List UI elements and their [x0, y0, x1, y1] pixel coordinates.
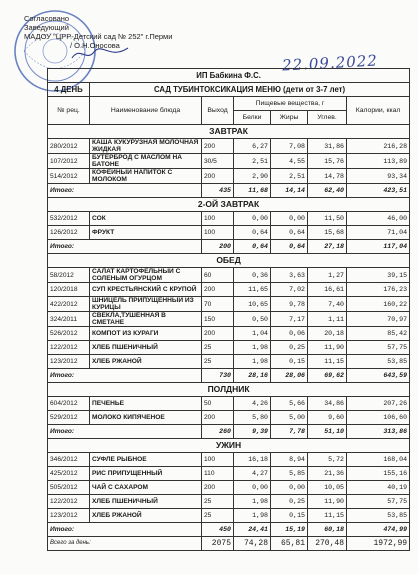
kcal-value: 46,00 [347, 212, 410, 226]
recipe-number: 324/2011 [48, 312, 90, 327]
col-nutrients-header: Пищевые вещества, г [234, 97, 347, 111]
table-row [48, 327, 410, 341]
dish-name: КОМПОТ ИЗ КУРАГИ [90, 327, 202, 341]
recipe-number: 604/2012 [48, 397, 90, 411]
recipe-number: 422/2012 [48, 297, 90, 312]
fat-value: 0,15 [271, 355, 308, 369]
carb-value: 21,36 [308, 467, 347, 481]
dish-yield: 25 [202, 355, 234, 369]
total-fat: 7,78 [271, 425, 308, 439]
dish-yield: 200 [202, 139, 234, 154]
fat-value: 0,15 [271, 509, 308, 523]
fat-value: 5,85 [271, 467, 308, 481]
total-yield: 260 [202, 425, 234, 439]
table-row [48, 312, 410, 327]
carb-value: 31,86 [308, 139, 347, 154]
col-carb-header: Углев. [308, 111, 347, 125]
dish-name: РИС ПРИПУЩЕННЫЙ [90, 467, 202, 481]
protein-value: 2,51 [234, 154, 271, 169]
table-row [48, 453, 410, 467]
dish-yield: 30/5 [202, 154, 234, 169]
dish-name: КАША КУКУРУЗНАЯ МОЛОЧНАЯ ЖИДКАЯ [90, 139, 202, 154]
kcal-value: 40,19 [347, 481, 410, 495]
dish-name: ХЛЕБ РЖАНОЙ [90, 355, 202, 369]
table-row [48, 481, 410, 495]
total-label: Итого: [48, 523, 202, 537]
kcal-value: 168,04 [347, 453, 410, 467]
kcal-value: 176,23 [347, 283, 410, 297]
carb-value: 5,72 [308, 453, 347, 467]
carb-value: 10,05 [308, 481, 347, 495]
fat-value: 0,00 [271, 481, 308, 495]
protein-value: 1,98 [234, 509, 271, 523]
table-row [48, 297, 410, 312]
dish-name: СОК [90, 212, 202, 226]
kcal-value: 39,15 [347, 268, 410, 283]
recipe-number: 107/2012 [48, 154, 90, 169]
kcal-value: 160,22 [347, 297, 410, 312]
dish-yield: 100 [202, 212, 234, 226]
protein-value: 0,50 [234, 312, 271, 327]
protein-value: 0,00 [234, 212, 271, 226]
dish-yield: 25 [202, 341, 234, 355]
meal-section-header [48, 198, 410, 212]
dish-yield: 110 [202, 467, 234, 481]
day-label: 4 ДЕНЬ [48, 83, 90, 97]
dish-name: ФРУКТ [90, 226, 202, 240]
meal-section-header [48, 125, 410, 139]
col-recipe-header: № рец. [48, 97, 90, 125]
recipe-number: 526/2012 [48, 327, 90, 341]
dish-name: ПЕЧЕНЬЕ [90, 397, 202, 411]
meal-section-title: ПОЛДНИК [48, 383, 410, 397]
grand-total-yield: 2075 [202, 537, 234, 551]
meal-section-header [48, 383, 410, 397]
recipe-number: 123/2012 [48, 355, 90, 369]
meal-section-title: УЖИН [48, 439, 410, 453]
recipe-number: 346/2012 [48, 453, 90, 467]
recipe-number: 532/2012 [48, 212, 90, 226]
total-label: Итого: [48, 184, 202, 198]
kcal-value: 71,04 [347, 226, 410, 240]
dish-name: СУП КРЕСТЬЯНСКИЙ С КРУПОЙ [90, 283, 202, 297]
total-yield: 435 [202, 184, 234, 198]
fat-value: 8,94 [271, 453, 308, 467]
recipe-number: 123/2012 [48, 509, 90, 523]
carb-value: 15,68 [308, 226, 347, 240]
dish-yield: 25 [202, 495, 234, 509]
protein-value: 0,64 [234, 226, 271, 240]
kcal-value: 113,89 [347, 154, 410, 169]
carb-value: 9,60 [308, 411, 347, 425]
dish-yield: 200 [202, 481, 234, 495]
recipe-number: 505/2012 [48, 481, 90, 495]
protein-value: 1,04 [234, 327, 271, 341]
table-row [48, 226, 410, 240]
protein-value: 6,27 [234, 139, 271, 154]
fat-value: 7,17 [271, 312, 308, 327]
recipe-number: 58/2012 [48, 268, 90, 283]
carb-value: 16,61 [308, 283, 347, 297]
fat-value: 2,51 [271, 169, 308, 184]
kcal-value: 155,16 [347, 467, 410, 481]
kcal-value: 70,97 [347, 312, 410, 327]
fat-value: 7,08 [271, 139, 308, 154]
total-kcal: 643,59 [347, 369, 410, 383]
carb-value: 11,15 [308, 355, 347, 369]
dish-yield: 60 [202, 268, 234, 283]
dish-yield: 70 [202, 297, 234, 312]
table-row [48, 411, 410, 425]
table-row [48, 139, 410, 154]
total-carb: 27,18 [308, 240, 347, 254]
protein-value: 0,36 [234, 268, 271, 283]
grand-total-kcal: 1972,99 [347, 537, 410, 551]
kcal-value: 85,42 [347, 327, 410, 341]
dish-name: СВЕКЛА,ТУШЕННАЯ В СМЕТАНЕ [90, 312, 202, 327]
grand-total-fat: 65,81 [271, 537, 308, 551]
total-yield: 200 [202, 240, 234, 254]
total-fat: 15,19 [271, 523, 308, 537]
col-protein-header: Белки [234, 111, 271, 125]
meal-section-title: 2-ОЙ ЗАВТРАК [48, 198, 410, 212]
table-row [48, 509, 410, 523]
dish-yield: 50 [202, 397, 234, 411]
col-dish-header: Наименование блюда [90, 97, 202, 125]
protein-value: 0,00 [234, 481, 271, 495]
recipe-number: 514/2012 [48, 169, 90, 184]
total-fat: 14,14 [271, 184, 308, 198]
dish-name: СУФЛЕ РЫБНОЕ [90, 453, 202, 467]
fat-value: 4,55 [271, 154, 308, 169]
grand-total-carb: 270,48 [308, 537, 347, 551]
kcal-value: 106,60 [347, 411, 410, 425]
dish-yield: 150 [202, 312, 234, 327]
dish-name: САЛАТ КАРТОФЕЛЬНЫЙ С СОЛЕНЫМ ОГУРЦОМ [90, 268, 202, 283]
section-total-row [48, 184, 410, 198]
total-fat: 28,06 [271, 369, 308, 383]
total-carb: 60,18 [308, 523, 347, 537]
total-kcal: 117,04 [347, 240, 410, 254]
fat-value: 0,25 [271, 495, 308, 509]
carb-value: 14,78 [308, 169, 347, 184]
protein-value: 4,26 [234, 397, 271, 411]
col-fat-header: Жиры [271, 111, 308, 125]
total-kcal: 313,86 [347, 425, 410, 439]
total-protein: 9,39 [234, 425, 271, 439]
dish-name: ШНИЦЕЛЬ ПРИПУЩЕННЫЙ ИЗ КУРИЦЫ [90, 297, 202, 312]
recipe-number: 126/2012 [48, 226, 90, 240]
protein-value: 5,80 [234, 411, 271, 425]
carb-value: 11,15 [308, 509, 347, 523]
protein-value: 1,98 [234, 341, 271, 355]
fat-value: 5,00 [271, 411, 308, 425]
dish-yield: 200 [202, 327, 234, 341]
protein-value: 1,98 [234, 495, 271, 509]
total-protein: 28,16 [234, 369, 271, 383]
table-row [48, 283, 410, 297]
carb-value: 34,86 [308, 397, 347, 411]
total-label: Итого: [48, 240, 202, 254]
col-kcal-header: Калории, ккал [347, 97, 410, 125]
meal-section-title: ОБЕД [48, 254, 410, 268]
menu-title: САД ТУБИНТОКСИКАЦИЯ МЕНЮ (дети от 3-7 лет) [90, 83, 410, 97]
protein-value: 2,90 [234, 169, 271, 184]
table-row [48, 355, 410, 369]
meal-section-header [48, 439, 410, 453]
dish-name: ЧАЙ С САХАРОМ [90, 481, 202, 495]
carb-value: 11,50 [308, 212, 347, 226]
dish-name: МОЛОКО КИПЯЧЕНОЕ [90, 411, 202, 425]
handwritten-date: 22.09.2022 [281, 51, 379, 75]
kcal-value: 57,75 [347, 495, 410, 509]
table-row [48, 397, 410, 411]
kcal-value: 53,85 [347, 355, 410, 369]
total-carb: 62,40 [308, 184, 347, 198]
dish-name: КОФЕЙНЫЙ НАПИТОК С МОЛОКОМ [90, 169, 202, 184]
total-yield: 450 [202, 523, 234, 537]
table-row [48, 341, 410, 355]
dish-yield: 100 [202, 453, 234, 467]
recipe-number: 280/2012 [48, 139, 90, 154]
section-total-row [48, 523, 410, 537]
recipe-number: 425/2012 [48, 467, 90, 481]
total-carb: 51,10 [308, 425, 347, 439]
provider-name: ИП Бабкина Ф.С. [48, 69, 410, 83]
kcal-value: 207,26 [347, 397, 410, 411]
table-row [48, 268, 410, 283]
table-row [48, 212, 410, 226]
fat-value: 5,66 [271, 397, 308, 411]
protein-value: 4,27 [234, 467, 271, 481]
dish-yield: 25 [202, 509, 234, 523]
total-yield: 730 [202, 369, 234, 383]
total-kcal: 474,99 [347, 523, 410, 537]
approval-line-name: / О.Н.Оносова [70, 41, 120, 50]
fat-value: 0,00 [271, 212, 308, 226]
dish-name: ХЛЕБ ПШЕНИЧНЫЙ [90, 495, 202, 509]
dish-yield: 200 [202, 411, 234, 425]
section-total-row [48, 369, 410, 383]
protein-value: 16,18 [234, 453, 271, 467]
kcal-value: 93,34 [347, 169, 410, 184]
total-protein: 0,64 [234, 240, 271, 254]
recipe-number: 120/2018 [48, 283, 90, 297]
table-row [48, 495, 410, 509]
menu-table [47, 68, 410, 551]
carb-value: 1,11 [308, 312, 347, 327]
approval-line-head: Заведующий [24, 23, 69, 32]
meal-section-header [48, 254, 410, 268]
total-kcal: 423,51 [347, 184, 410, 198]
kcal-value: 53,85 [347, 509, 410, 523]
carb-value: 15,76 [308, 154, 347, 169]
fat-value: 7,02 [271, 283, 308, 297]
col-yield-header: Выход [202, 97, 234, 125]
table-row [48, 467, 410, 481]
fat-value: 0,64 [271, 226, 308, 240]
section-total-row [48, 240, 410, 254]
protein-value: 10,65 [234, 297, 271, 312]
dish-name: ХЛЕБ РЖАНОЙ [90, 509, 202, 523]
total-protein: 24,41 [234, 523, 271, 537]
dish-name: БУТЕРБРОД С МАСЛОМ НА БАТОНЕ [90, 154, 202, 169]
approval-line-org: МАДОУ "ЦРР-Детский сад № 252" г.Перми [24, 32, 173, 41]
carb-value: 11,90 [308, 495, 347, 509]
carb-value: 1,27 [308, 268, 347, 283]
meal-section-title: ЗАВТРАК [48, 125, 410, 139]
recipe-number: 122/2012 [48, 341, 90, 355]
fat-value: 9,78 [271, 297, 308, 312]
grand-total-label: Всего за день: [48, 537, 202, 551]
table-row [48, 154, 410, 169]
total-label: Итого: [48, 369, 202, 383]
protein-value: 11,65 [234, 283, 271, 297]
fat-value: 0,25 [271, 341, 308, 355]
carb-value: 7,40 [308, 297, 347, 312]
recipe-number: 122/2012 [48, 495, 90, 509]
table-row [48, 169, 410, 184]
kcal-value: 216,28 [347, 139, 410, 154]
dish-yield: 100 [202, 226, 234, 240]
total-carb: 69,62 [308, 369, 347, 383]
grand-total-protein: 74,28 [234, 537, 271, 551]
kcal-value: 57,75 [347, 341, 410, 355]
total-fat: 0,64 [271, 240, 308, 254]
fat-value: 0,06 [271, 327, 308, 341]
grand-total-row [48, 537, 410, 551]
dish-yield: 200 [202, 169, 234, 184]
total-protein: 11,68 [234, 184, 271, 198]
total-label: Итого: [48, 425, 202, 439]
dish-name: ХЛЕБ ПШЕНИЧНЫЙ [90, 341, 202, 355]
carb-value: 11,90 [308, 341, 347, 355]
approval-block [24, 14, 314, 50]
protein-value: 1,98 [234, 355, 271, 369]
dish-yield: 200 [202, 283, 234, 297]
approval-line-agreed: Согласовано [24, 14, 70, 23]
fat-value: 3,63 [271, 268, 308, 283]
carb-value: 20,18 [308, 327, 347, 341]
section-total-row [48, 425, 410, 439]
recipe-number: 529/2012 [48, 411, 90, 425]
